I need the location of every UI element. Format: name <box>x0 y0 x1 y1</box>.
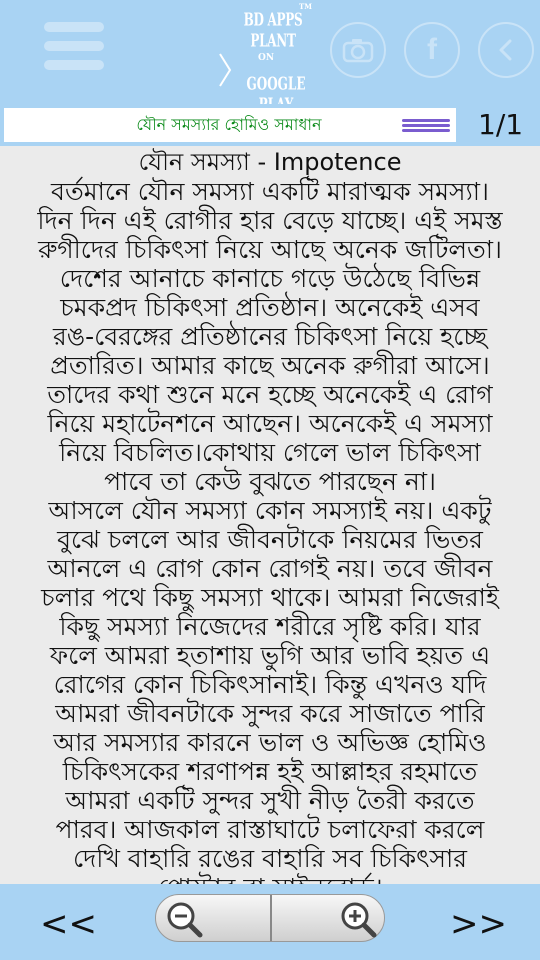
title-bar <box>0 104 540 146</box>
article-line: বুঝে চললে আর জীবনটাকে নিয়মের ভিতর <box>57 525 483 554</box>
article-line: আমরা জীবনটাকে সুন্দর করে সাজাতে পারি <box>55 699 485 728</box>
title-box[interactable] <box>4 108 456 142</box>
top-bar <box>0 0 540 104</box>
logo-line-2: ON <box>258 53 275 63</box>
list-icon[interactable] <box>402 119 450 134</box>
article-line: আর সমস্যার কারনে ভাল ও অভিজ্ঞ হোমিও <box>53 728 487 757</box>
article-line: আসলে যৌন সমস্যা কোন সমস্যাই নয়। একটু <box>48 496 492 525</box>
article-line: চমকপ্রদ চিকিৎসা প্রতিষ্ঠান। অনেকেই এসব <box>60 293 480 322</box>
article-line: কিছু সমস্যা নিজেদের শরীরে সৃষ্টি করি। যার <box>59 612 481 641</box>
article-line: বর্তমানে যৌন সমস্যা একটি মারাত্মক সমস্যা। <box>51 177 489 206</box>
article-line: পারব। আজকাল রাস্তাঘাটে চলাফেরা করলে <box>55 815 485 844</box>
logo-trademark: TM <box>299 2 312 11</box>
article-content[interactable] <box>0 146 540 884</box>
article-line: চলার পথে কিছু সমস্যা থাকে। আমরা নিজেরাই <box>41 583 499 612</box>
article-line: দেশের আনাচে কানাচে গড়ে উঠেছে বিভিন্ন <box>59 264 481 293</box>
article-line: রঙ-বেরঙ্গের প্রতিষ্ঠানের চিকিৎসা নিয়ে হচ্ছে <box>52 322 487 351</box>
facebook-icon: f <box>427 33 437 66</box>
article-line: দিন দিন এই রোগীর হার বেড়ে যাচ্ছে। এই সমস্ত <box>37 206 503 235</box>
bottom-bar <box>0 884 540 960</box>
menu-icon[interactable] <box>44 22 104 80</box>
article-line: পাবে তা কেউ বুঝতে পারছেন না। <box>104 467 436 496</box>
logo-line-3: GOOGLE <box>246 73 306 94</box>
camera-button[interactable] <box>330 22 386 78</box>
facebook-button[interactable] <box>404 22 460 78</box>
article-line: তাদের কথা শুনে মনে হচ্ছে অনেকেই এ রোগ <box>47 380 493 409</box>
camera-icon <box>342 37 374 63</box>
zoom-controls <box>155 894 385 942</box>
article-line: ফলে আমরা হতাশায় ভুগি আর ভাবি হয়ত এ <box>49 641 491 670</box>
article-line: রোগের কোন চিকিৎসানাই। কিন্তু এখনও যদি <box>53 670 487 699</box>
article-line: নিয়ে বিচলিত।কোথায় গেলে ভাল চিকিৎসা <box>59 438 481 467</box>
back-arrow-icon <box>496 38 516 62</box>
chapter-title: যৌন সমস্যার হোমিও সমাধান <box>136 115 322 134</box>
article-line: চিকিৎসকের শরণাপন্ন হই আল্লাহর রহমাতে <box>62 757 478 786</box>
zoom-divider <box>270 895 272 941</box>
page-indicator: 1/1 <box>478 108 524 141</box>
zoom-out-button[interactable] <box>164 899 204 939</box>
article-line: আনলে এ রোগ কোন রোগই নয়। তবে জীবন <box>47 554 493 583</box>
article-line: দেখি বাহারি রঙের বাহারি সব চিকিৎসার <box>73 844 467 873</box>
app-logo <box>218 2 318 102</box>
zoom-out-icon <box>164 899 204 939</box>
article-line: নিয়ে মহাটেনশনে আছেন। অনেকেই এ সমস্যা <box>47 409 493 438</box>
zoom-in-button[interactable] <box>338 899 378 939</box>
back-button[interactable] <box>478 22 534 78</box>
logo-line-1: BD APPS PLANT <box>243 9 303 51</box>
logo-arrow-icon <box>218 52 232 88</box>
zoom-in-icon <box>338 899 378 939</box>
article-line: আমরা একটি সুন্দর সুখী নীড় তৈরী করতে <box>65 786 475 815</box>
article-line: রুগীদের চিকিৎসা নিয়ে আছে অনেক জটিলতা। <box>38 235 502 264</box>
article-heading: যৌন সমস্যা - Impotence <box>138 148 402 176</box>
article-line: প্রতারিত। আমার কাছে অনেক রুগীরা আসে। <box>50 351 490 380</box>
next-page-button[interactable]: >> <box>450 904 507 944</box>
previous-page-button[interactable]: << <box>40 904 97 944</box>
